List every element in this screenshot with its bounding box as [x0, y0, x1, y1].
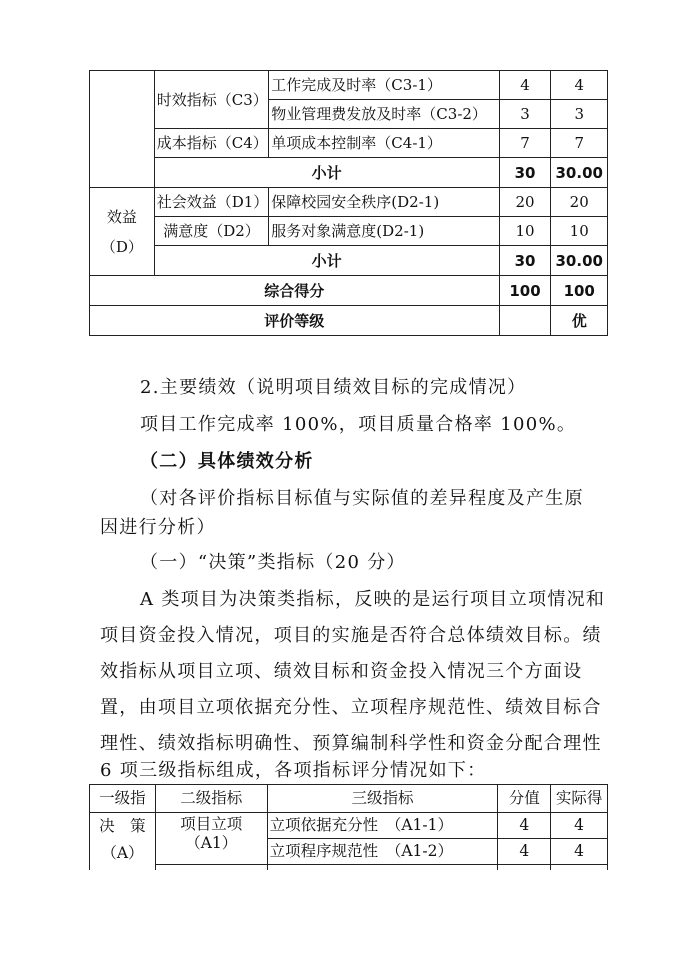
level3-cell: 立项依据充分性 （A1-1）: [267, 813, 498, 839]
score-cell: 3: [499, 100, 551, 129]
level2-cell: [155, 865, 267, 871]
actual-cell: 100: [551, 276, 608, 306]
level1-cell-c: [90, 71, 155, 188]
performance-table-top: [89, 70, 608, 336]
actual-cell: 30.00: [551, 158, 608, 188]
score-cell: 4: [498, 813, 551, 839]
header-actual: 实际得: [551, 785, 608, 813]
actual-cell: [551, 865, 608, 871]
table-row-subtotal: [90, 158, 608, 188]
actual-cell: 4: [551, 71, 608, 100]
score-cell: 20: [499, 188, 551, 217]
score-cell: 100: [499, 276, 551, 306]
paragraph-line: 效指标从项目立项、绩效目标和资金投入情况三个方面设: [100, 661, 583, 682]
actual-cell: 30.00: [551, 246, 608, 276]
level3-cell: 物业管理费发放及时率（C3-2）: [269, 100, 499, 129]
table-row: [90, 217, 608, 246]
paragraph-performance: 2.主要绩效（说明项目绩效目标的完成情况）: [140, 377, 527, 398]
header-score: 分值: [498, 785, 551, 813]
header-level1: 一级指: [90, 785, 156, 813]
subtotal-label: 小计: [154, 158, 499, 188]
score-cell: 30: [499, 246, 551, 276]
table-row: [90, 129, 608, 158]
table-row: [90, 813, 608, 839]
table-row-grade: [90, 306, 608, 336]
level2-cell: 成本指标（C4）: [154, 129, 269, 158]
score-cell: 4: [499, 71, 551, 100]
actual-cell: 3: [551, 100, 608, 129]
level2-cell: [155, 813, 267, 865]
paragraph-line: 置，由项目立项依据充分性、立项程序规范性、绩效目标合: [100, 697, 602, 718]
table-row-subtotal: [90, 246, 608, 276]
paragraph-note-line1: （对各评价指标目标值与实际值的差异程度及产生原: [140, 488, 584, 509]
level3-cell: 立项程序规范性 （A1-2）: [267, 839, 498, 865]
paragraph-line: 6 项三级指标组成，各项指标评分情况如下：: [100, 760, 487, 781]
level3-cell: [267, 865, 498, 871]
score-cell: 10: [499, 217, 551, 246]
table-row-total: [90, 276, 608, 306]
level1-label: 效益: [106, 207, 137, 226]
subtotal-label: 小计: [154, 246, 499, 276]
paragraph-line: A 类项目为决策类指标，反映的是运行项目立项情况和: [140, 589, 606, 610]
score-cell: 4: [498, 839, 551, 865]
level2-cell: 社会效益（D1）: [154, 188, 269, 217]
score-cell: [499, 306, 551, 336]
grade-label: 评价等级: [90, 306, 500, 336]
level3-cell: 工作完成及时率（C3-1）: [269, 71, 499, 100]
section-heading: （二）具体绩效分析: [140, 451, 314, 472]
table-header-row: [90, 785, 608, 813]
grade-value: 优: [551, 306, 608, 336]
actual-cell: 7: [551, 129, 608, 158]
level2-cell: 满意度（D2）: [154, 217, 269, 246]
performance-table-bottom: [89, 784, 608, 870]
level1-label: 决 策: [99, 817, 146, 835]
level3-cell: 保障校园安全秩序(D2-1): [269, 188, 499, 217]
level2-label: 项目立项: [180, 815, 243, 833]
level3-cell: 服务对象满意度(D2-1): [269, 217, 499, 246]
table-row: [90, 865, 608, 871]
paragraph-note-line2: 因进行分析）: [100, 517, 216, 538]
score-cell: 30: [499, 158, 551, 188]
score-cell: [498, 865, 551, 871]
header-level2: 二级指标: [155, 785, 267, 813]
level1-cell-a: [90, 813, 156, 871]
level3-cell: 单项成本控制率（C4-1）: [269, 129, 499, 158]
level1-code: （D）: [100, 237, 143, 256]
paragraph-line: 理性、绩效指标明确性、预算编制科学性和资金分配合理性: [100, 733, 602, 754]
level2-code: （A1）: [185, 833, 238, 852]
header-level3: 三级指标: [267, 785, 498, 813]
table-row: [90, 188, 608, 217]
actual-cell: 20: [551, 188, 608, 217]
level1-cell-d: [90, 188, 155, 276]
actual-cell: 10: [551, 217, 608, 246]
table-row: [90, 71, 608, 100]
level2-cell: 时效指标（C3）: [154, 71, 269, 129]
actual-cell: 4: [551, 813, 608, 839]
subsection-heading: （一）“决策”类指标（20 分）: [140, 552, 406, 573]
bottom-table-clip: [89, 784, 619, 870]
score-cell: 7: [499, 129, 551, 158]
total-label: 综合得分: [90, 276, 500, 306]
paragraph-completion: 项目工作完成率 100%，项目质量合格率 100%。: [140, 414, 577, 435]
paragraph-line: 项目资金投入情况，项目的实施是否符合总体绩效目标。绩: [100, 625, 602, 646]
level1-code: （A）: [101, 843, 144, 862]
actual-cell: 4: [551, 839, 608, 865]
